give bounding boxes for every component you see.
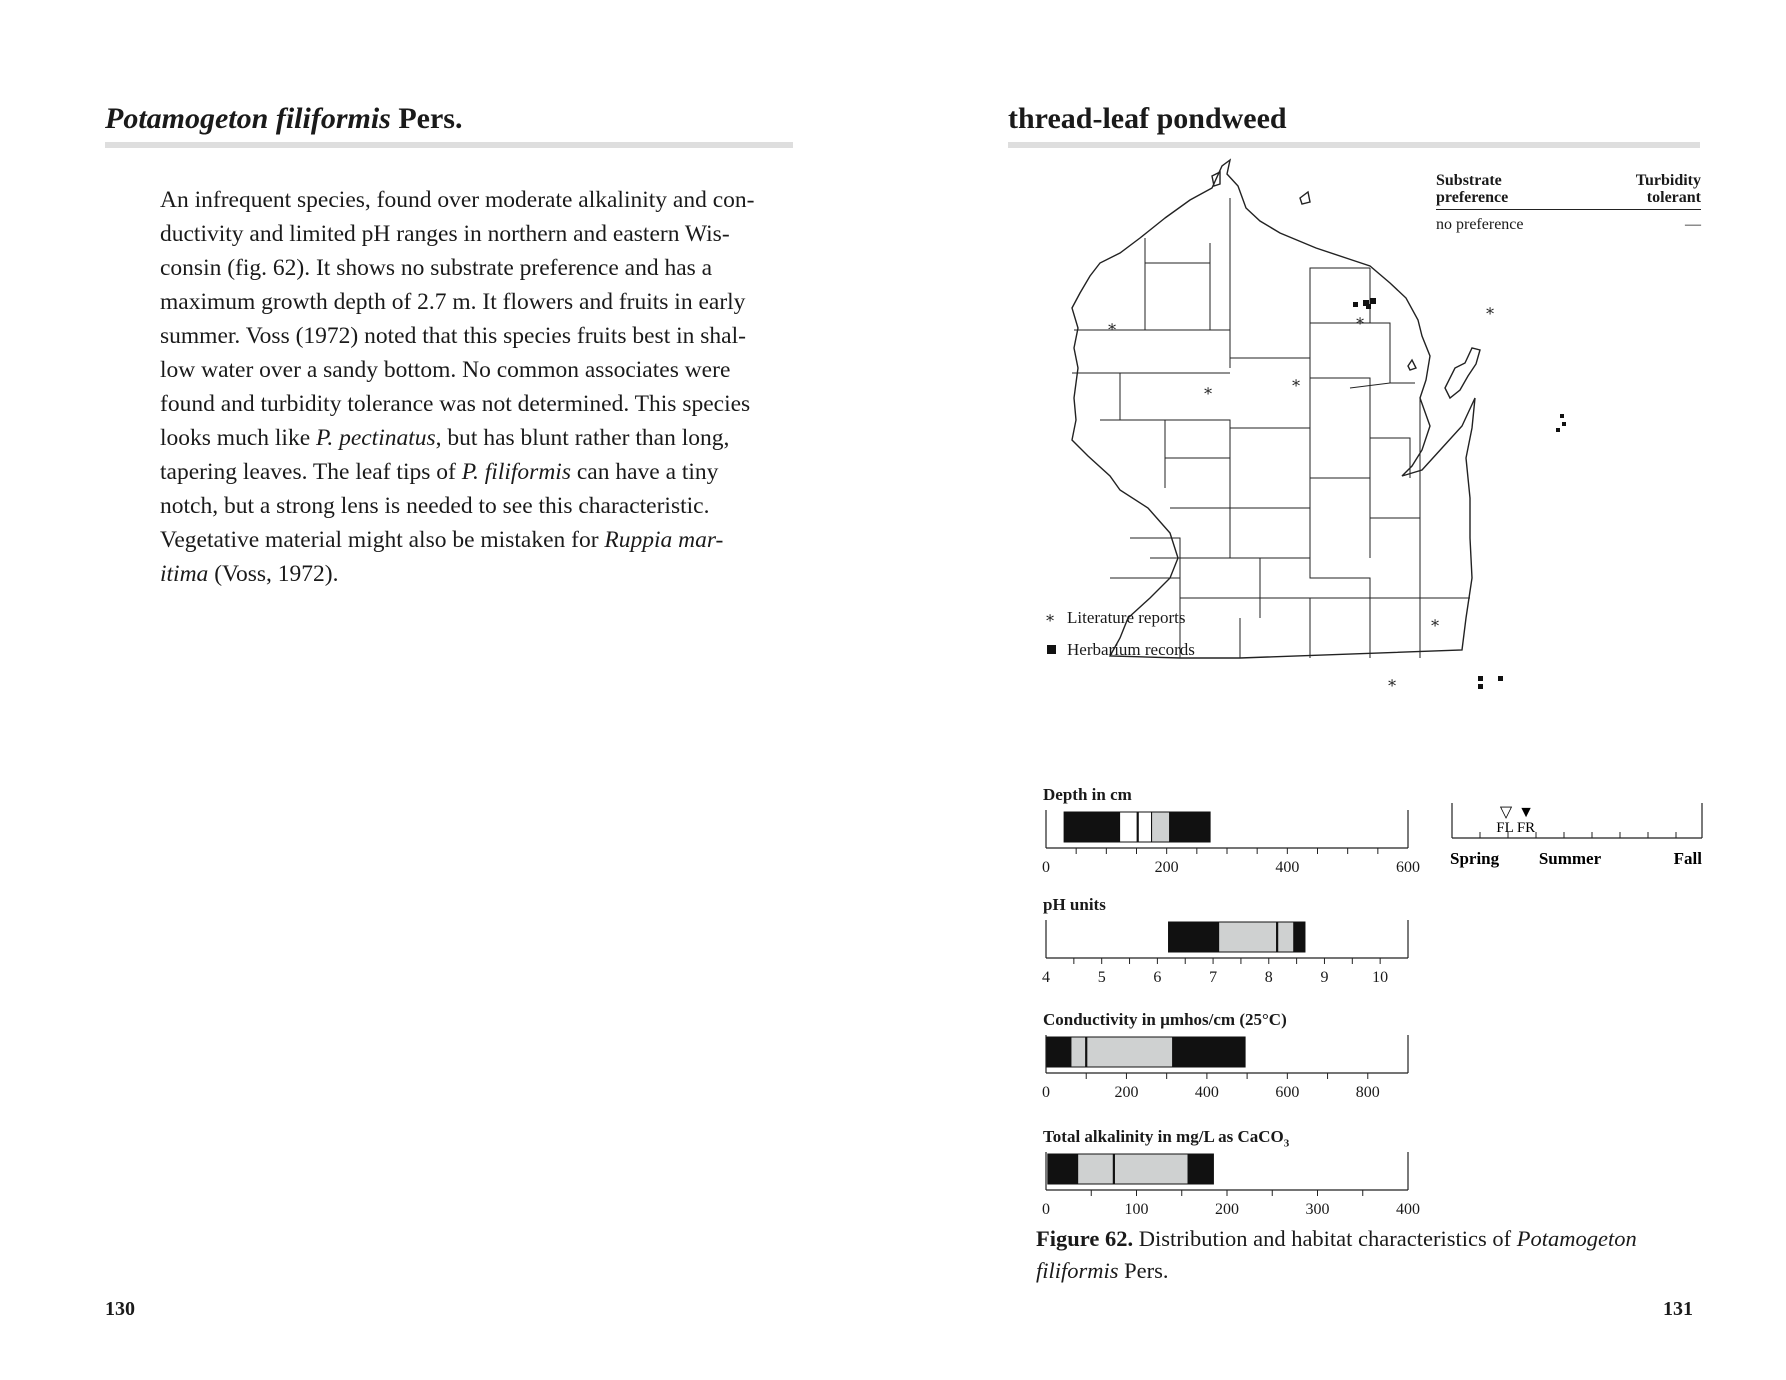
axis-tick-label: 600 (1275, 1084, 1300, 1101)
range-segment-black (1169, 922, 1219, 952)
literature-marker: ∗ (1202, 383, 1214, 400)
ph-chart (1040, 918, 1440, 990)
axis-tick-label: 0 (1042, 1084, 1050, 1101)
range-segment-black (1294, 922, 1305, 952)
alkalinity-title-subscript: 3 (1283, 1137, 1290, 1150)
species-reference: P. pectinatus (316, 425, 436, 451)
legend-literature-label: Literature reports (1067, 608, 1186, 627)
range-segment-black (1047, 1037, 1071, 1067)
text-line (160, 421, 792, 455)
state-outline (1072, 160, 1480, 658)
herbarium-marker (1353, 302, 1358, 307)
legend-herbarium-label: Herbarium records (1067, 640, 1195, 659)
text-run: (Voss, 1972). (208, 561, 339, 587)
season-spring: Spring (1450, 849, 1500, 868)
axis-tick-label: 600 (1396, 859, 1420, 876)
header-line: tolerant (1646, 189, 1701, 206)
header-line: Turbidity (1635, 172, 1701, 189)
range-segment-black (1173, 1037, 1245, 1067)
map-legend (1043, 608, 1195, 660)
axis-tick-label: 7 (1209, 969, 1218, 986)
right-page-title: thread-leaf pondweed (1008, 102, 1700, 148)
legend-herbarium (1043, 640, 1195, 660)
herbarium-marker (1562, 422, 1566, 426)
species-description (160, 183, 792, 591)
wisconsin-county-map (1070, 158, 1650, 768)
text-run: Vegetative material might also be mistaken for (160, 527, 605, 553)
figure-label: Figure 62. (1036, 1226, 1134, 1251)
left-page-title (105, 102, 793, 148)
range-segment-gray (1152, 812, 1170, 842)
range-segment-white (1120, 812, 1152, 842)
figure-caption (1036, 1223, 1696, 1287)
flowering-marker-icon: ▽ (1499, 804, 1513, 821)
species-reference: Ruppia mar- (604, 527, 724, 553)
axis-tick-label: 100 (1124, 1201, 1149, 1218)
axis-tick-label: 200 (1215, 1201, 1239, 1218)
text-line: ductivity and limited pH ranges in northern and eastern Wis- (160, 221, 730, 247)
axis-tick-label: 4 (1042, 969, 1050, 986)
species-reference: P. filiformis (461, 459, 571, 485)
text-run: can have a tiny (570, 459, 719, 485)
range-segment-black (1064, 812, 1120, 842)
axis-tick-label: 200 (1114, 1084, 1139, 1101)
header-line: Substrate (1436, 172, 1502, 189)
county-lines (1072, 198, 1470, 658)
substrate-header (1436, 172, 1508, 206)
fruiting-label: FR (1516, 820, 1536, 836)
range-segment-black (1188, 1154, 1213, 1184)
axis-tick-label: 0 (1042, 1201, 1050, 1218)
herbarium-marker (1478, 676, 1483, 681)
turbidity-header (1636, 172, 1701, 206)
conductivity-chart-title: Conductivity in µmhos/cm (25°C) (1043, 1010, 1287, 1029)
herbarium-marker (1478, 684, 1483, 689)
axis-tick-label: 400 (1396, 1201, 1420, 1218)
substrate-value: no preference (1436, 216, 1524, 233)
text-line: found and turbidity tolerance was not determined. This species (160, 391, 751, 417)
conductivity-chart (1040, 1033, 1440, 1105)
herbarium-marker (1498, 676, 1503, 681)
alkalinity-chart (1040, 1150, 1440, 1222)
axis-tick-label: 0 (1042, 859, 1050, 876)
depth-chart-title: Depth in cm (1043, 785, 1132, 804)
herbarium-marker (1366, 304, 1371, 309)
axis-tick-label: 10 (1372, 969, 1389, 986)
axis-tick-label: 200 (1154, 859, 1179, 876)
literature-marker: ∗ (1290, 375, 1302, 392)
species-reference: itima (160, 561, 209, 587)
caption-text: Distribution and habitat characteristics of (1133, 1226, 1517, 1251)
habitat-table (1436, 172, 1701, 234)
season-summer: Summer (1538, 849, 1602, 868)
text-run: , but has blunt rather than long, (435, 425, 730, 451)
axis-tick-label: 300 (1305, 1201, 1330, 1218)
literature-marker: ∗ (1106, 319, 1118, 336)
species-name: Potamogeton filiformis (105, 102, 391, 135)
square-marker-icon (1043, 641, 1057, 659)
text-run: looks much like (160, 425, 316, 451)
literature-marker: ∗ (1386, 675, 1398, 692)
axis-tick-label: 5 (1097, 969, 1106, 986)
literature-marker: ∗ (1354, 313, 1366, 330)
caption-species: filiformis (1036, 1258, 1119, 1283)
alkalinity-title-main: Total alkalinity in mg/L as CaCO (1043, 1127, 1284, 1146)
alkalinity-chart-title (1043, 1127, 1289, 1149)
text-line: consin (fig. 62). It shows no substrate preference and has a (160, 255, 713, 281)
text-line: notch, but a strong lens is needed to see this characteristic. (160, 493, 710, 519)
axis-tick-label: 800 (1355, 1084, 1380, 1101)
species-author: Pers. (398, 102, 463, 135)
text-line (160, 557, 792, 591)
text-line: maximum growth depth of 2.7 m. It flowers and fruits in early (160, 289, 746, 315)
range-segment-black (1048, 1154, 1078, 1184)
herbarium-marker (1560, 414, 1564, 418)
phenology-chart (1440, 798, 1710, 880)
season-fall: Fall (1673, 849, 1702, 868)
legend-literature (1043, 608, 1195, 628)
text-line: summer. Voss (1972) noted that this species fruits best in shal- (160, 323, 746, 349)
left-page-number: 130 (105, 1298, 135, 1320)
text-line: An infrequent species, found over moderate alkalinity and con- (160, 187, 755, 213)
axis-tick-label: 6 (1153, 969, 1162, 986)
herbarium-marker (1556, 428, 1560, 432)
axis-tick-label: 9 (1320, 969, 1329, 986)
fruiting-marker-icon: ▼ (1518, 804, 1534, 821)
ph-chart-title: pH units (1043, 895, 1106, 914)
axis-tick-label: 400 (1275, 859, 1300, 876)
range-segment-gray (1078, 1154, 1188, 1184)
caption-species: Potamogeton (1516, 1226, 1637, 1251)
range-segment-gray (1219, 922, 1294, 952)
range-segment-black (1170, 812, 1210, 842)
text-line (160, 455, 792, 489)
turbidity-value: — (1685, 216, 1701, 233)
axis-tick-label: 400 (1194, 1084, 1219, 1101)
asterisk-icon: ∗ (1044, 610, 1056, 627)
literature-marker: ∗ (1484, 303, 1496, 320)
literature-marker: ∗ (1429, 615, 1441, 632)
header-line: preference (1436, 189, 1509, 206)
herbarium-record-markers (1353, 298, 1566, 689)
right-page-number: 131 (1663, 1298, 1693, 1320)
depth-chart (1040, 808, 1440, 880)
herbarium-marker (1370, 298, 1376, 304)
axis-tick-label: 8 (1264, 969, 1273, 986)
text-line (160, 523, 792, 557)
flowering-label: FL (1496, 820, 1514, 836)
caption-author: Pers. (1118, 1258, 1169, 1283)
text-line: low water over a sandy bottom. No common associates were (160, 357, 731, 383)
text-run: tapering leaves. The leaf tips of (160, 459, 462, 485)
